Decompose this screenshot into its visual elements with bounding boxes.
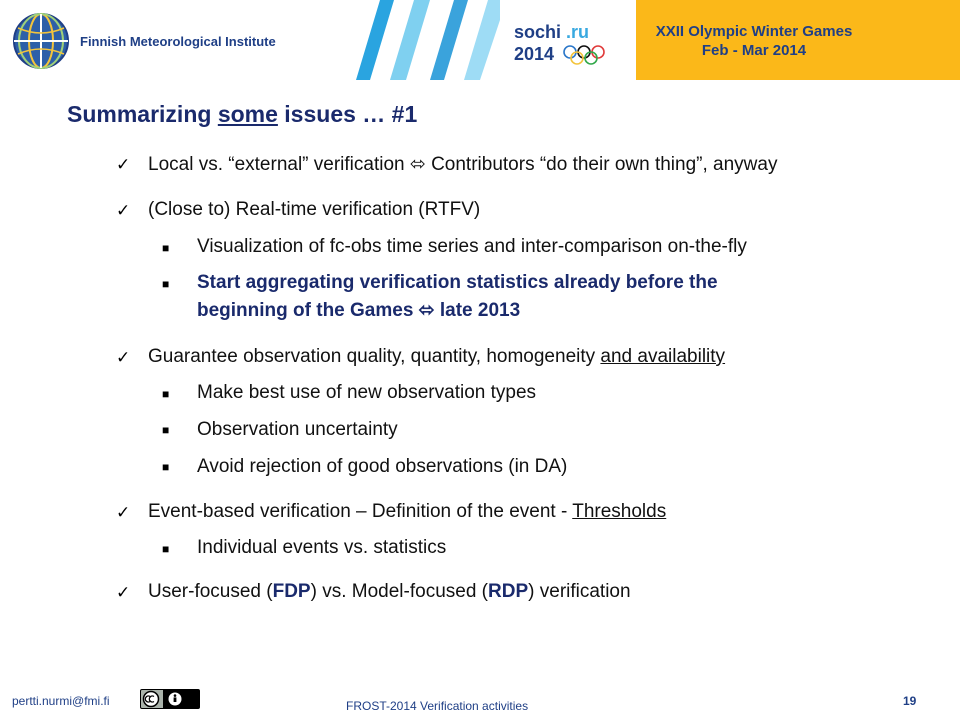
sub-bullet-new-obs-types: Make best use of new observation types bbox=[197, 382, 537, 403]
sub-bullet-individual-events: Individual events vs. statistics bbox=[197, 537, 447, 558]
bullet-local-vs-external: Local vs. “external” verification ⬄ Contributors “do their own thing”, anyway bbox=[148, 154, 778, 175]
check-icon: ✓ bbox=[116, 201, 131, 220]
org-name: Finnish Meteorological Institute bbox=[80, 34, 276, 49]
slide-header bbox=[0, 0, 960, 80]
title-part-a: Summarizing bbox=[67, 101, 218, 127]
page-number: 19 bbox=[903, 694, 917, 708]
logo-ru-text: .ru bbox=[566, 22, 590, 42]
bullet-event-based bbox=[148, 501, 666, 523]
cc-license-badge bbox=[140, 689, 200, 709]
slide-title bbox=[67, 101, 417, 128]
square-bullet-icon: ■ bbox=[162, 277, 170, 291]
obs-availability-underlined: and availability bbox=[600, 346, 726, 367]
check-icon: ✓ bbox=[116, 155, 131, 174]
thresholds-underlined: Thresholds bbox=[572, 501, 667, 522]
user-focused-text: User-focused ( bbox=[148, 581, 273, 602]
check-icon: ✓ bbox=[116, 583, 131, 602]
model-focused-text: ) vs. Model-focused ( bbox=[310, 581, 489, 602]
bullet-user-vs-model bbox=[148, 581, 631, 603]
sub-bullet-avoid-rejection: Avoid rejection of good observations (in DA) bbox=[197, 456, 568, 477]
footer-email: pertti.nurmi@fmi.fi bbox=[12, 694, 110, 708]
bullet-observation-quality bbox=[148, 346, 725, 368]
footer-title: FROST-2014 Verification activities bbox=[346, 699, 529, 713]
decorative-stripes bbox=[346, 0, 500, 80]
fdp-abbrev: FDP bbox=[272, 581, 311, 602]
rdp-abbrev: RDP bbox=[488, 581, 529, 602]
fmi-globe-logo bbox=[12, 12, 70, 70]
check-icon: ✓ bbox=[116, 348, 131, 367]
sub-bullet-obs-uncertainty: Observation uncertainty bbox=[197, 419, 398, 440]
square-bullet-icon: ■ bbox=[162, 387, 170, 401]
title-underlined-word: some bbox=[217, 101, 278, 127]
event-based-text: Event-based verification – Definition of the event - bbox=[148, 501, 573, 522]
verification-text: ) verification bbox=[528, 581, 631, 602]
sub-bullet-visualization: Visualization of fc-obs time series and inter-comparison on-the-fly bbox=[197, 236, 747, 257]
logo-sochi-text: sochi bbox=[514, 22, 562, 42]
title-part-b: issues … #1 bbox=[277, 101, 418, 127]
sub-bullet-aggregating-line2: beginning of the Games ⬄ late 2013 bbox=[197, 300, 521, 321]
square-bullet-icon: ■ bbox=[162, 460, 170, 474]
check-icon: ✓ bbox=[116, 503, 131, 522]
olympic-games-banner bbox=[636, 0, 960, 80]
square-bullet-icon: ■ bbox=[162, 542, 170, 556]
olympic-line-1: XXII Olympic Winter Games bbox=[655, 23, 853, 40]
logo-year-text: 2014 bbox=[514, 44, 555, 64]
square-bullet-icon: ■ bbox=[162, 423, 170, 437]
olympic-line-2: Feb - Mar 2014 bbox=[701, 42, 807, 59]
sub-bullet-aggregating-line1: Start aggregating verification statistics already before the bbox=[197, 272, 718, 293]
bullet-rtfv: (Close to) Real-time verification (RTFV) bbox=[148, 199, 481, 220]
square-bullet-icon: ■ bbox=[162, 241, 170, 255]
cc-by-icon bbox=[141, 690, 199, 708]
obs-quality-text: Guarantee observation quality, quantity, homogeneity bbox=[148, 346, 601, 367]
